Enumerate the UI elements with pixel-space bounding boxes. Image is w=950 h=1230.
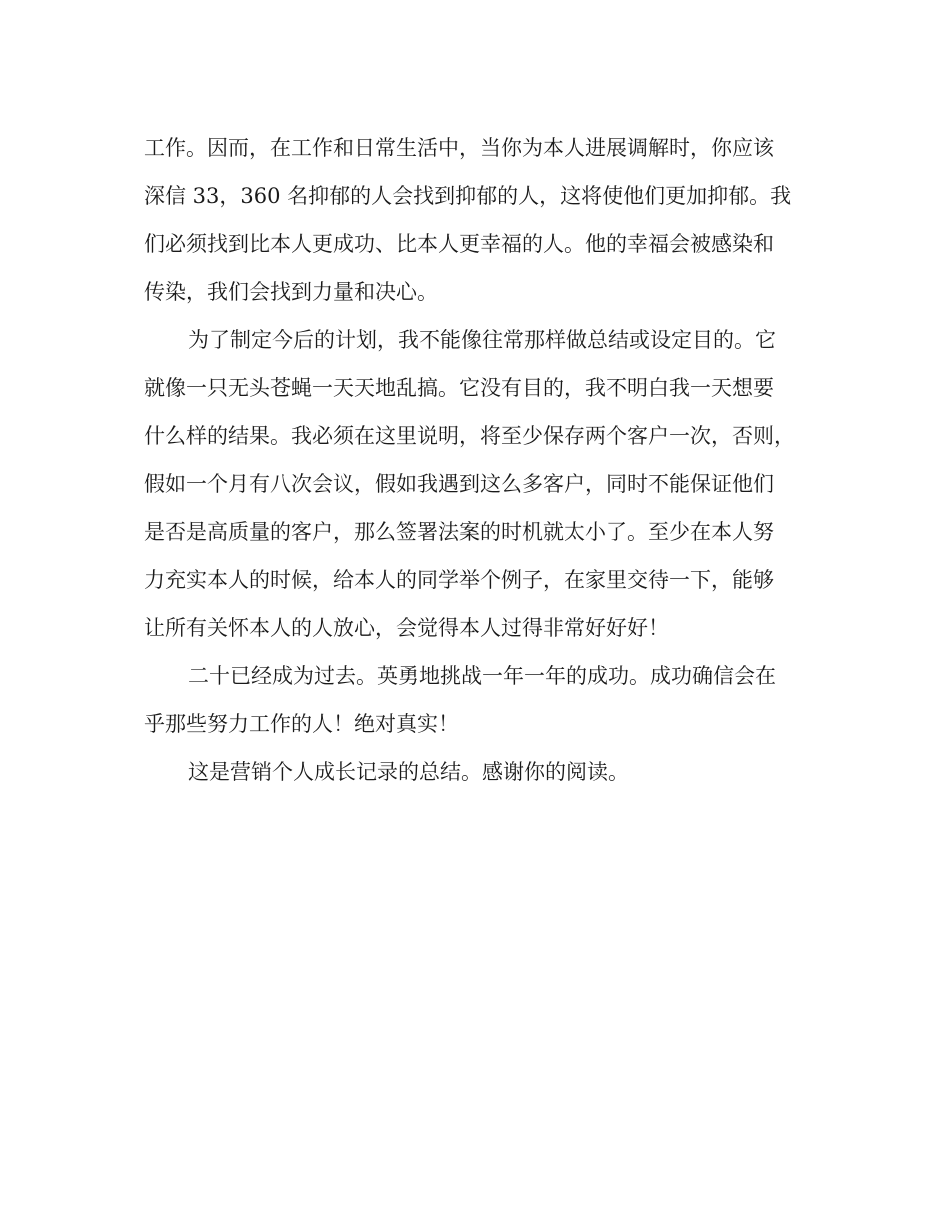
paragraph-3	[144, 652, 814, 748]
text-line: 让所有关怀本人的人放心，会觉得本人过得非常好好好！	[144, 616, 669, 640]
text-line: 工作。因而，在工作和日常生活中，当你为本人进展调解时，你应该	[144, 136, 774, 160]
document-body	[144, 124, 814, 796]
text-line: 什么样的结果。我必须在这里说明，将至少保存两个客户一次，否则，	[144, 424, 795, 448]
text-line: 传染，我们会找到力量和决心。	[144, 280, 438, 304]
text-line: 乎那些努力工作的人！绝对真实！	[144, 712, 459, 736]
text-line: 是否是高质量的客户，那么签署法案的时机就太小了。至少在本人努	[144, 520, 774, 544]
text-line: 们必须找到比本人更成功、比本人更幸福的人。他的幸福会被感染和	[144, 232, 774, 256]
text-line: 假如一个月有八次会议，假如我遇到这么多客户，同时不能保证他们	[144, 472, 774, 496]
text-line: 力充实本人的时候，给本人的同学举个例子，在家里交待一下，能够	[144, 568, 774, 592]
paragraph-1	[144, 124, 814, 316]
text-line: 为了制定今后的计划，我不能像往常那样做总结或设定目的。它	[188, 328, 776, 352]
text-line: 就像一只无头苍蝇一天天地乱搞。它没有目的，我不明白我一天想要	[144, 376, 774, 400]
text-line: 深信 33，360 名抑郁的人会找到抑郁的人，这将使他们更加抑郁。我	[144, 184, 792, 208]
text-line: 二十已经成为过去。英勇地挑战一年一年的成功。成功确信会在	[188, 664, 776, 688]
paragraph-4	[144, 748, 814, 796]
paragraph-2	[144, 316, 814, 652]
text-line: 这是营销个人成长记录的总结。感谢你的阅读。	[188, 760, 629, 784]
